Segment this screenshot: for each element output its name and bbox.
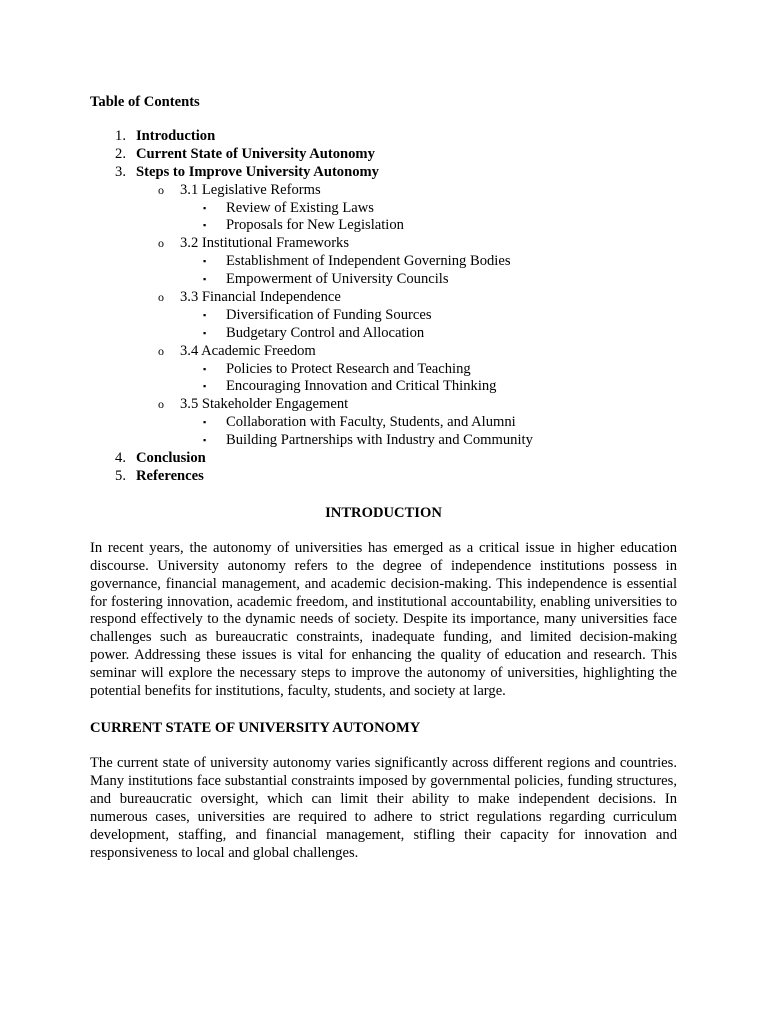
toc-bullet-item xyxy=(90,271,677,289)
toc-item-label: References xyxy=(136,467,204,484)
introduction-paragraph: In recent years, the autonomy of universities has emerged as a critical issue in higher education discourse. University autonomy refers to the degree of independence institutions possess in governance, financial management, and academic decision-making. This independence is essential for fostering innovation, academic freedom, and institutional accountability, enabling universities to respond effectively to the dynamic needs of society. Despite its importance, many universities face challenges such as bureaucratic constraints, inadequate funding, and limited decision-making power. Addressing these issues is vital for enhancing the quality of education and research. This seminar will explore the necessary steps to improve the autonomy of universities, highlighting the potential benefits for institutions, faculty, students, and society at large. xyxy=(90,539,677,700)
toc-subitem xyxy=(90,235,677,253)
circle-bullet-marker: o xyxy=(158,343,164,358)
toc-item-label: Current State of University Autonomy xyxy=(136,145,375,162)
toc-item-label: Introduction xyxy=(136,128,216,144)
toc-bullet-label: Encouraging Innovation and Critical Thinking xyxy=(226,378,497,395)
toc-bullet-item xyxy=(90,361,677,379)
table-of-contents xyxy=(90,128,677,486)
circle-bullet-marker: o xyxy=(158,397,164,412)
square-bullet-marker: ▪ xyxy=(203,309,207,320)
square-bullet-marker: ▪ xyxy=(203,274,207,285)
square-bullet-marker: ▪ xyxy=(203,327,207,338)
circle-bullet-marker: o xyxy=(158,182,164,197)
toc-bullet-item xyxy=(90,307,677,325)
toc-item xyxy=(90,128,677,146)
square-bullet-marker: ▪ xyxy=(203,256,207,267)
toc-bullet-label: Collaboration with Faculty, Students, and Alumni xyxy=(226,414,516,431)
document-page xyxy=(90,92,677,862)
toc-subitem xyxy=(90,289,677,307)
toc-bullet-label: Review of Existing Laws xyxy=(226,199,374,216)
toc-item-label: Conclusion xyxy=(136,450,206,467)
circle-bullet-marker: o xyxy=(158,290,164,305)
toc-bullet-label: Building Partnerships with Industry and Community xyxy=(226,432,533,449)
introduction-heading: INTRODUCTION xyxy=(325,504,442,521)
toc-subitem-label: 3.4 Academic Freedom xyxy=(180,342,316,359)
toc-subitem-label: 3.5 Stakeholder Engagement xyxy=(180,396,349,413)
toc-bullet-item xyxy=(90,414,677,432)
toc-subitem xyxy=(90,182,677,200)
toc-subitem-label: 3.3 Financial Independence xyxy=(180,289,341,306)
toc-item-number: 5. xyxy=(115,467,126,484)
square-bullet-marker: ▪ xyxy=(203,202,207,213)
square-bullet-marker: ▪ xyxy=(203,435,207,446)
toc-item-number: 1. xyxy=(115,128,126,144)
toc-subitem xyxy=(90,396,677,414)
toc-bullet-item xyxy=(90,200,677,218)
toc-subitem-label: 3.2 Institutional Frameworks xyxy=(180,235,350,252)
toc-bullet-item xyxy=(90,378,677,396)
square-bullet-marker: ▪ xyxy=(203,381,207,392)
circle-bullet-marker: o xyxy=(158,236,164,251)
toc-bullet-item xyxy=(90,217,677,235)
toc-item xyxy=(90,468,677,486)
toc-item xyxy=(90,450,677,468)
toc-bullet-label: Establishment of Independent Governing Bodies xyxy=(226,253,511,270)
toc-bullet-label: Empowerment of University Councils xyxy=(226,271,449,288)
toc-bullet-label: Policies to Protect Research and Teaching xyxy=(226,360,471,377)
toc-bullet-item xyxy=(90,432,677,450)
toc-item-label: Steps to Improve University Autonomy xyxy=(136,163,379,180)
square-bullet-marker: ▪ xyxy=(203,363,207,374)
toc-subitem-label: 3.1 Legislative Reforms xyxy=(180,181,321,198)
toc-subitem xyxy=(90,343,677,361)
toc-bullet-item xyxy=(90,325,677,343)
current-state-heading: CURRENT STATE OF UNIVERSITY AUTONOMY xyxy=(90,719,421,736)
square-bullet-marker: ▪ xyxy=(203,417,207,428)
toc-bullet-label: Diversification of Funding Sources xyxy=(226,306,432,323)
square-bullet-marker: ▪ xyxy=(203,220,207,231)
toc-item-number: 4. xyxy=(115,450,126,467)
toc-item xyxy=(90,164,677,182)
toc-item-number: 2. xyxy=(115,145,126,162)
toc-title: Table of Contents xyxy=(90,94,200,110)
toc-bullet-item xyxy=(90,253,677,271)
current-state-paragraph: The current state of university autonomy varies significantly across different regions and countries. Many institutions face substantial constraints imposed by governmental policies, funding structures, and bureaucratic oversight, which can limit their ability to make independent decisions. In numerous cases, universities are required to adhere to strict regulations regarding curriculum development, staffing, and financial management, stifling their capacity for innovation and responsiveness to local and global challenges. xyxy=(90,754,677,861)
toc-bullet-label: Budgetary Control and Allocation xyxy=(226,324,425,341)
toc-bullet-label: Proposals for New Legislation xyxy=(226,217,404,234)
toc-item xyxy=(90,146,677,164)
toc-item-number: 3. xyxy=(115,163,126,180)
